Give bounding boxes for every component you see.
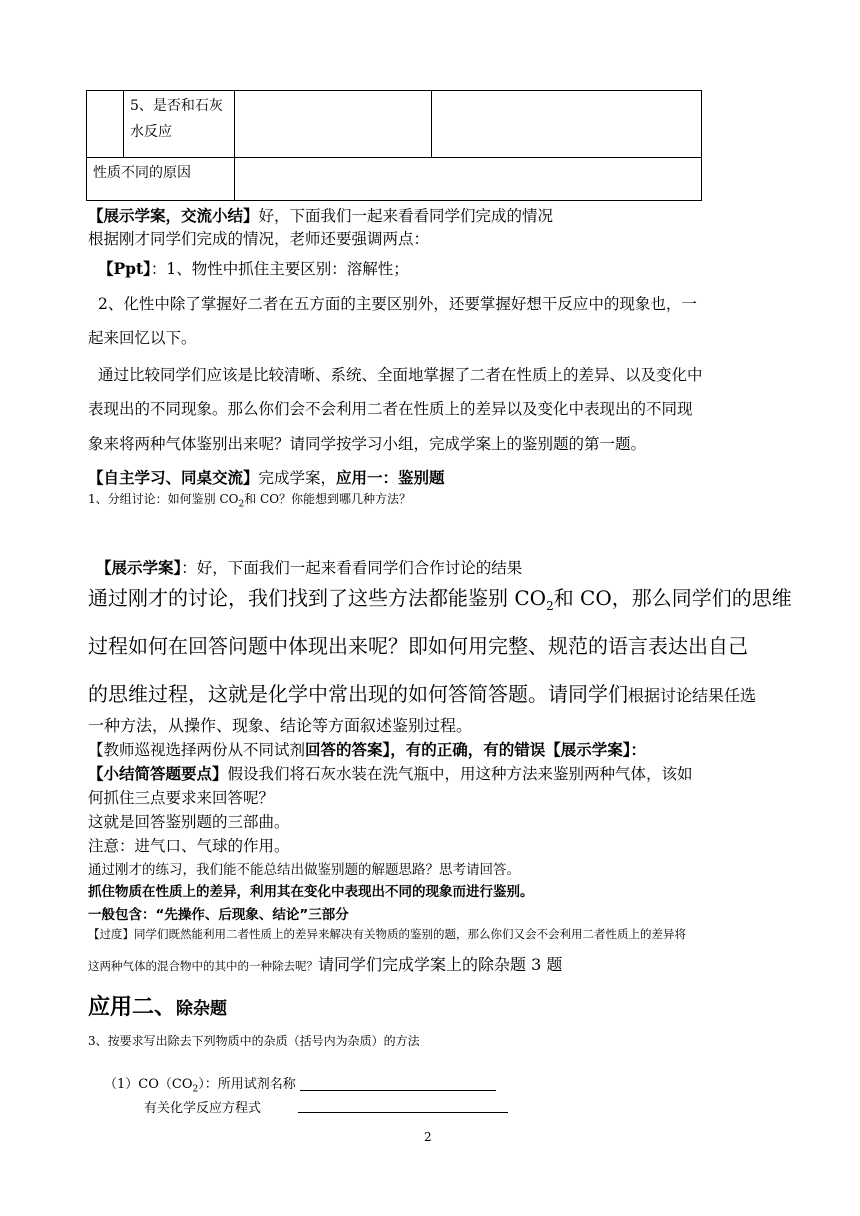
table-cell-reason-label <box>87 158 235 201</box>
section-heading: 应用二、除杂题 <box>88 995 228 1020</box>
table-cell-co2 <box>235 91 432 158</box>
paragraph-compare-3: 象来将两种气体鉴别出来呢？请同学按学习小组，完成学案上的鉴别题的第一题。 <box>88 435 647 453</box>
paragraph-thinking-4: 一种方法，从操作、现象、结论等方面叙述鉴别过程。 <box>88 716 473 735</box>
table-cell-co <box>432 91 702 158</box>
paragraph-key-point: 抓住物质在性质上的差异，利用其在变化中表现出不同的现象而进行鉴别。 <box>88 884 534 900</box>
comparison-table <box>86 90 702 201</box>
paragraph-summary-2: 何抓住三点要求来回答呢？ <box>88 789 275 807</box>
paragraph-teacher-patrol: 【教师巡视选择两份从不同试剂回答的答案】，有的正确，有的错误【展示学案】： <box>88 740 647 759</box>
question-1-reagent: $(1)CO(CO_2)$：所用试剂名称 <box>104 1077 296 1095</box>
paragraph-show-result: 【展示学案】：好，下面我们一起来看看同学们合作讨论的结果 <box>96 558 523 577</box>
paragraph-thinking-3: 的思维过程，这就是化学中常出现的如何答简答题。请同学们根据讨论结果任选 <box>88 682 757 706</box>
answer-line-equation[interactable] <box>298 1112 508 1113</box>
table-row2-label: 性质不同的原因 <box>93 165 191 181</box>
paragraph-thinking-1: 通过刚才的讨论，我们找到了这些方法都能鉴别 $CO_2$和 CO，那么同学们的思维 <box>88 586 792 613</box>
paragraph-emphasis: 根据刚才同学们完成的情况，老师还要强调两点： <box>88 230 430 248</box>
paragraph-chem-properties-1: 2、化性中除了掌握好二者在五方面的主要区别外，还要掌握好想干反应中的现象也，一 <box>98 295 697 313</box>
paragraph-question-3: 3、按要求写出除去下列物质中的杂质（括号内为杂质）的方法 <box>88 1034 420 1048</box>
paragraph-thinking-2: 过程如何在回答问题中体现出来呢？即如何用完整、规范的语言表达出自己 <box>88 634 748 658</box>
paragraph-transition-1: 【过度】同学们既然能利用二者性质上的差异来解决有关物质的鉴别的题，那么你们又会不会利用二者性质上的差异将 <box>88 927 686 941</box>
paragraph-self-study: 【自主学习、同桌交流】完成学案，应用一：鉴别题 <box>88 468 445 487</box>
paragraph-transition-2: 这两种气体的混合物中的其中的一种除去呢？请同学们完成学案上的除杂题 3 题 <box>88 955 563 974</box>
paragraph-general: 一般包含：“先操作、后现象、结论”三部分 <box>88 907 349 923</box>
paragraph-chem-properties-2: 起来回忆以下。 <box>88 329 197 347</box>
table-cell-item <box>124 91 235 158</box>
table-cell-reason-value <box>235 158 702 201</box>
table-cell-blank <box>87 91 124 158</box>
paragraph-practice: 通过刚才的练习，我们能不能总结出做鉴别题的解题思路？思考请回答。 <box>88 862 520 878</box>
paragraph-summary-1: 【小结简答题要点】假设我们将石灰水装在洗气瓶中，用这种方法来鉴别两种气体，该如 <box>88 764 693 783</box>
paragraph-compare-2: 表现出的不同现象。那么你们会不会利用二者在性质上的差异以及变化中表现出的不同现 <box>88 400 693 418</box>
page-number: 2 <box>424 1130 432 1144</box>
answer-line-reagent[interactable] <box>300 1090 496 1091</box>
paragraph-discussion: 1、分组讨论：如何鉴别 $CO_2$和 CO？你能想到哪几种方法？ <box>88 492 412 510</box>
paragraph-note: 注意：进气口、气球的作用。 <box>88 837 290 855</box>
question-1-equation: 有关化学反应方程式 <box>144 1101 262 1116</box>
paragraph-show-plan: 【展示学案，交流小结】好，下面我们一起来看看同学们完成的情况 <box>88 206 554 225</box>
paragraph-ppt: 【Ppt】：1、物性中抓住主要区别：溶解性； <box>98 259 409 278</box>
paragraph-compare-1: 通过比较同学们应该是比较清晰、系统、全面地掌握了二者在性质上的差异、以及变化中 <box>98 366 703 384</box>
paragraph-three-steps: 这就是回答鉴别题的三部曲。 <box>88 813 290 831</box>
table-row1-item: 5、是否和石灰水反应 <box>130 98 223 140</box>
